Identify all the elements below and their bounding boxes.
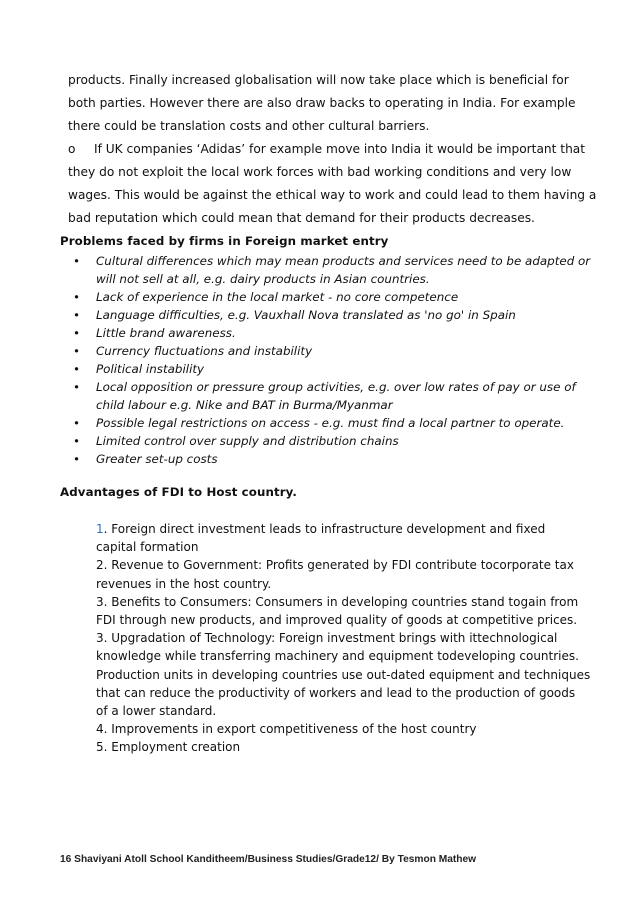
advantage-text: . Foreign direct investment leads to infrastructure development and fixed — [103, 522, 546, 536]
problem-line: • Local opposition or pressure group activities, e.g. over low rates of pay or use of — [96, 380, 576, 394]
problem-line: • Little brand awareness. — [96, 326, 236, 340]
advantage-line: 5. Employment creation — [96, 740, 241, 755]
advantage-line: 4. Improvements in export competitiveness of the host country — [96, 722, 477, 737]
problem-line: • Greater set-up costs — [96, 452, 218, 466]
problem-item — [60, 432, 620, 450]
problem-item — [60, 360, 620, 378]
advantage-line: 3. Upgradation of Technology: Foreign investment brings with ittechnological — [96, 631, 558, 646]
problem-item — [60, 252, 620, 288]
problem-line: child labour e.g. Nike and BAT in Burma/Myanmar — [96, 398, 393, 412]
problem-line: • Language difficulties, e.g. Vauxhall Nova translated as 'no go' in Spain — [96, 308, 516, 322]
advantage-line: revenues in the host country. — [96, 576, 272, 591]
problem-line: • Currency fluctuations and instability — [96, 344, 313, 358]
problem-line: • Political instability — [96, 362, 205, 376]
intro-line: wages. This would be against the ethical way to work and could lead to them having a — [68, 188, 597, 202]
advantage-line: that can reduce the productivity of workers and lead to the production of goods — [96, 685, 576, 700]
problem-item — [60, 306, 620, 324]
advantage-line: Production units in developing countries use out-dated equipment and techniques — [96, 667, 591, 682]
intro-line: there could be translation costs and other cultural barriers. — [68, 119, 430, 133]
intro-line: bad reputation which could mean that demand for their products decreases. — [68, 211, 535, 225]
advantage-line: 2. Revenue to Government: Profits generated by FDI contribute tocorporate tax — [96, 558, 574, 573]
sub-bullet-text: If UK companies ‘Adidas’ for example move into India it would be important that — [94, 142, 586, 156]
sub-bullet-marker: o — [68, 142, 76, 156]
problem-item — [60, 342, 620, 360]
problem-line: will not sell at all, e.g. dairy products in Asian countries. — [96, 272, 430, 286]
advantage-line — [96, 520, 596, 538]
intro-paragraph — [68, 69, 608, 230]
intro-line: both parties. However there are also draw backs to operating in India. For example — [68, 96, 576, 110]
intro-line: products. Finally increased globalisation will now take place which is beneficial for — [68, 73, 569, 87]
problem-item — [60, 414, 620, 432]
problem-line: • Lack of experience in the local market - no core competence — [96, 290, 459, 304]
intro-line: they do not exploit the local work forces with bad working conditions and very low — [68, 165, 572, 179]
advantage-line: FDI through new products, and improved quality of goods at competitive prices. — [96, 613, 578, 628]
advantage-line: capital formation — [96, 540, 199, 555]
problem-line: • Cultural differences which may mean products and services need to be adapted or — [96, 254, 591, 268]
advantage-line: of a lower standard. — [96, 704, 217, 719]
problem-line: • Limited control over supply and distribution chains — [96, 434, 399, 448]
advantages-heading: Advantages of FDI to Host country. — [60, 485, 297, 499]
advantage-number: 1 — [96, 522, 104, 536]
problems-heading: Problems faced by firms in Foreign market entry — [60, 234, 389, 248]
problem-item — [60, 378, 620, 414]
problem-item — [60, 324, 620, 342]
advantages-list — [96, 520, 596, 757]
sub-bullet-line — [68, 138, 608, 161]
page-footer: 16 Shaviyani Atoll School Kanditheem/Business Studies/Grade12/ By Tesmon Mathew — [60, 854, 477, 865]
problem-item — [60, 450, 620, 468]
problem-line: • Possible legal restrictions on access - e.g. must find a local partner to operate. — [96, 416, 565, 430]
advantage-line: knowledge while transferring machinery and equipment todeveloping countries. — [96, 649, 579, 664]
problem-item — [60, 288, 620, 306]
advantage-line: 3. Benefits to Consumers: Consumers in developing countries stand togain from — [96, 594, 579, 609]
problems-list — [60, 252, 620, 468]
